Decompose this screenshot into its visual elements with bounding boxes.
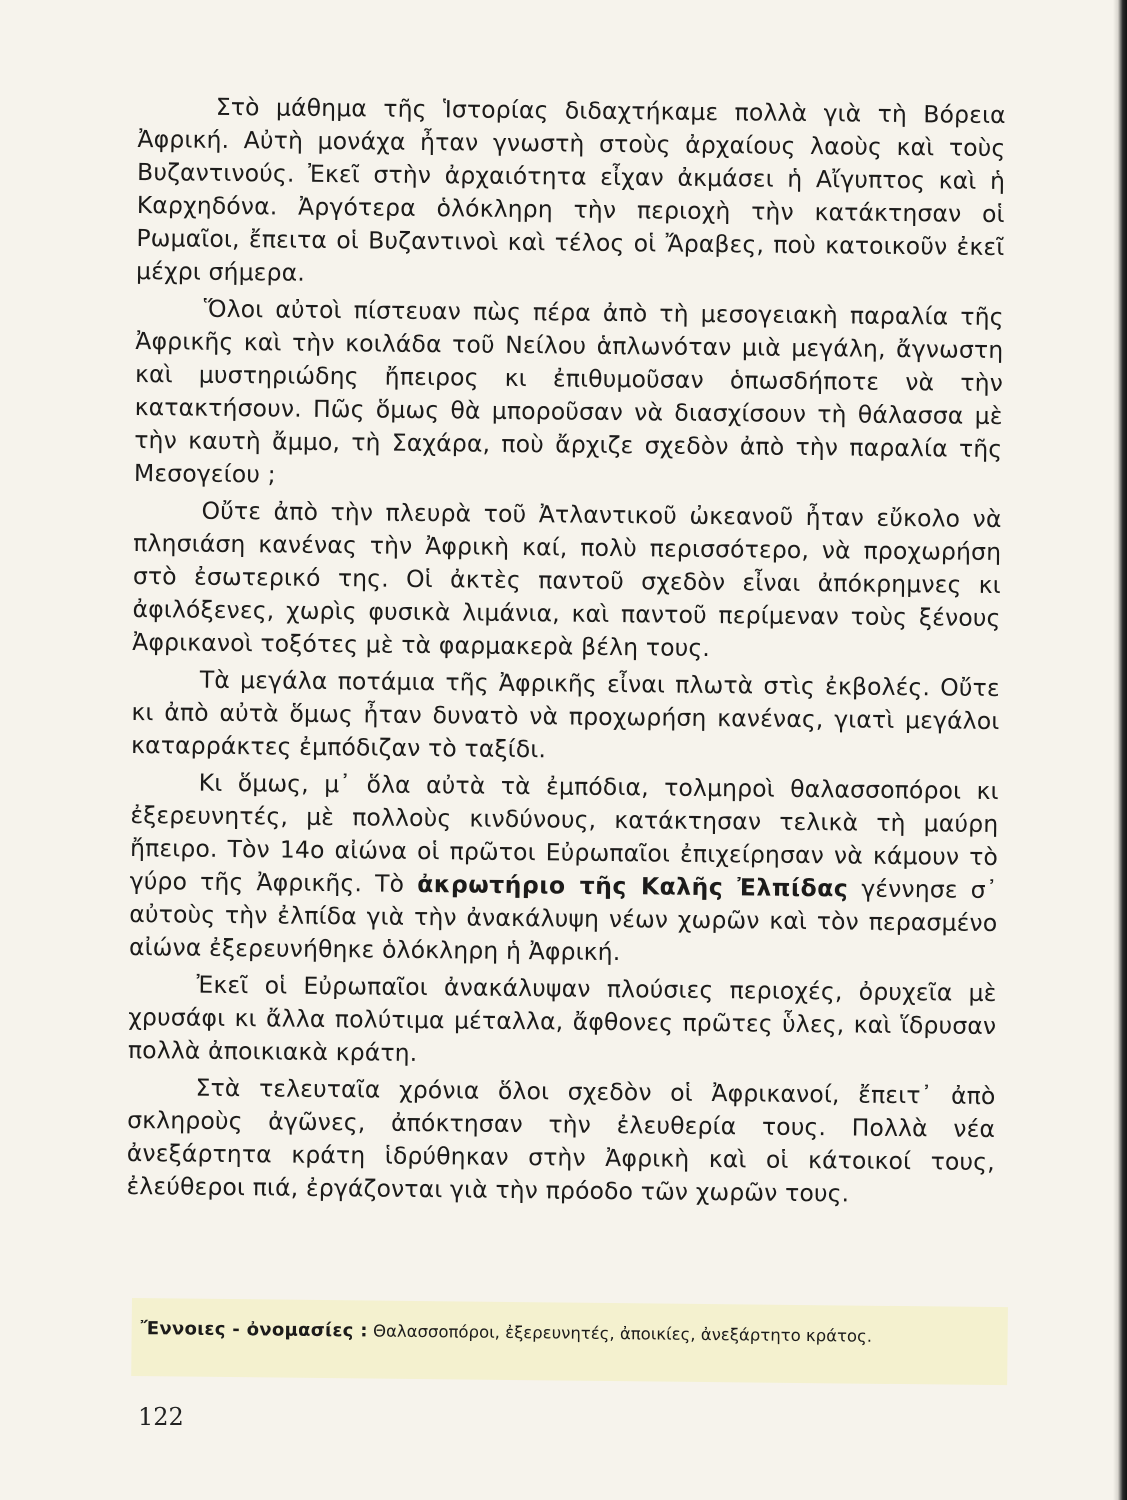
paragraph-7: Στὰ τελευταῖα χρόνια ὅλοι σχεδὸν οἱ Ἀφρικανοί, ἔπειτ᾽ ἀπὸ σκληροὺς ἀγῶνες, ἀπόκτησαν τὴν ἐλευθερία τους. Πολλὰ νέα ἀνεξάρτητα κράτη ἱδρύθηκαν στὴν Ἀφρικὴ καὶ οἱ κάτοικοί τους, ἐλεύθεροι πιά, ἐργάζονται γιὰ τὴν πρόοδο τῶν χωρῶν τους. xyxy=(126,1073,996,1208)
paragraph-6: Ἐκεῖ οἱ Εὐρωπαῖοι ἀνακάλυψαν πλούσιες περιοχές, ὀρυχεῖα μὲ χρυσάφι κι ἄλλα πολύτιμα μέταλλα, ἄφθονες πρῶτες ὗλες, καὶ ἵδρυσαν πολλὰ ἀποικιακὰ κράτη. xyxy=(127,970,997,1067)
paragraph-2: Ὅλοι αὐτοὶ πίστευαν πὼς πέρα ἀπὸ τὴ μεσογειακὴ παραλία τῆς Ἀφρικῆς καὶ τὴν κοιλάδα τοῦ Νείλου ἁπλωνόταν μιὰ μεγάλη, ἄγνωστη καὶ μυστηριώδης ἤπειρος κι ἐπιθυμοῦσαν ὁπωσδήποτε νὰ τὴν κατακτήσουν. Πῶς ὅμως θὰ μποροῦσαν νὰ διασχίσουν τὴ θάλασσα μὲ τὴν καυτὴ ἄμμο, τὴ Σαχάρα, ποὺ ἄρχιζε σχεδὸν ἀπὸ τὴν παραλία τῆς Μεσογείου ; xyxy=(133,294,1004,489)
paragraph-5 xyxy=(129,766,999,973)
concepts-box xyxy=(131,1298,1008,1385)
cape-of-good-hope-term: ἀκρωτήριο τῆς Καλῆς Ἐλπίδας xyxy=(417,869,849,903)
concepts-list: Θαλασσοπόροι, ἐξερευνητές, ἀποικίες, ἀνεξάρτητο κράτος. xyxy=(372,1321,873,1346)
concepts-label: Ἔννοιες - ὀνομασίες : xyxy=(140,1318,368,1342)
paragraph-5-end: γέννησε σ᾽ αὐτοὺς τὴν ἐλπίδα γιὰ τὴν ἀνακάλυψη νέων χωρῶν καὶ τὸν περασμένο αἰώνα ἐξερευνήθηκε ὁλόκληρη ἡ Ἀφρική. xyxy=(128,874,998,967)
page-edge xyxy=(1113,0,1127,1500)
paragraph-5-start: Κι ὅμως, μ᾽ ὅλα αὐτὰ τὰ ἐμπόδια, τολμηροὶ θαλασσοπόροι κι ἐξερευνητές, μὲ πολλοὺς κινδύνους, κατάκτησαν τελικὰ τὴ μαύρη ἤπειρο. Τὸν 14ο αἰώνα οἱ πρῶτοι Εὐρωπαῖοι ἐπιχείρησαν νὰ κάμουν τὸ γύρο τῆς Ἀφρικῆς. Τὸ xyxy=(129,768,999,898)
main-text xyxy=(126,90,1006,1216)
paragraph-4: Τὰ μεγάλα ποτάμια τῆς Ἀφρικῆς εἶναι πλωτὰ στὶς ἐκβολές. Οὔτε κι ἀπὸ αὐτὰ ὅμως ἦταν δυνατὸ νὰ προχωρήση κανένας, γιατὶ μεγάλοι καταρράκτες ἐμπόδιζαν τὸ ταξίδι. xyxy=(130,665,1000,764)
page-number: 122 xyxy=(138,1403,184,1431)
paragraph-1: Στὸ μάθημα τῆς Ἱστορίας διδαχτήκαμε πολλὰ γιὰ τὴ Βόρεια Ἀφρική. Αὐτὴ μονάχα ἦταν γνωστὴ στοὺς ἀρχαίους λαοὺς καὶ τοὺς Βυζαντινούς. Ἐκεῖ στὴν ἀρχαιότητα εἶχαν ἀκμάσει ἡ Αἴγυπτος καὶ ἡ Καρχηδόνα. Ἀργότερα ὁλόκληρη τὴν περιοχὴ τὴν κατάκτησαν οἱ Ρωμαῖοι, ἔπειτα οἱ Βυζαντινοὶ καὶ τέλος οἱ Ἄραβες, ποὺ κατοικοῦν ἐκεῖ μέχρι σήμερα. xyxy=(135,92,1006,287)
paragraph-3: Οὔτε ἀπὸ τὴν πλευρὰ τοῦ Ἀτλαντικοῦ ὠκεανοῦ ἦταν εὔκολο νὰ πλησιάση κανένας τὴν Ἀφρικὴ καί, πολὺ περισσότερο, νὰ προχωρήση στὸ ἐσωτερικό της. Οἱ ἀκτὲς παντοῦ σχεδὸν εἶναι ἀπόκρημνες κι ἀφιλόξενες, χωρὶς φυσικὰ λιμάνια, καὶ παντοῦ περίμεναν τοὺς ξένους Ἀφρικανοὶ τοξότες μὲ τὰ φαρμακερὰ βέλη τους. xyxy=(132,496,1002,663)
concepts-text xyxy=(141,1316,999,1351)
